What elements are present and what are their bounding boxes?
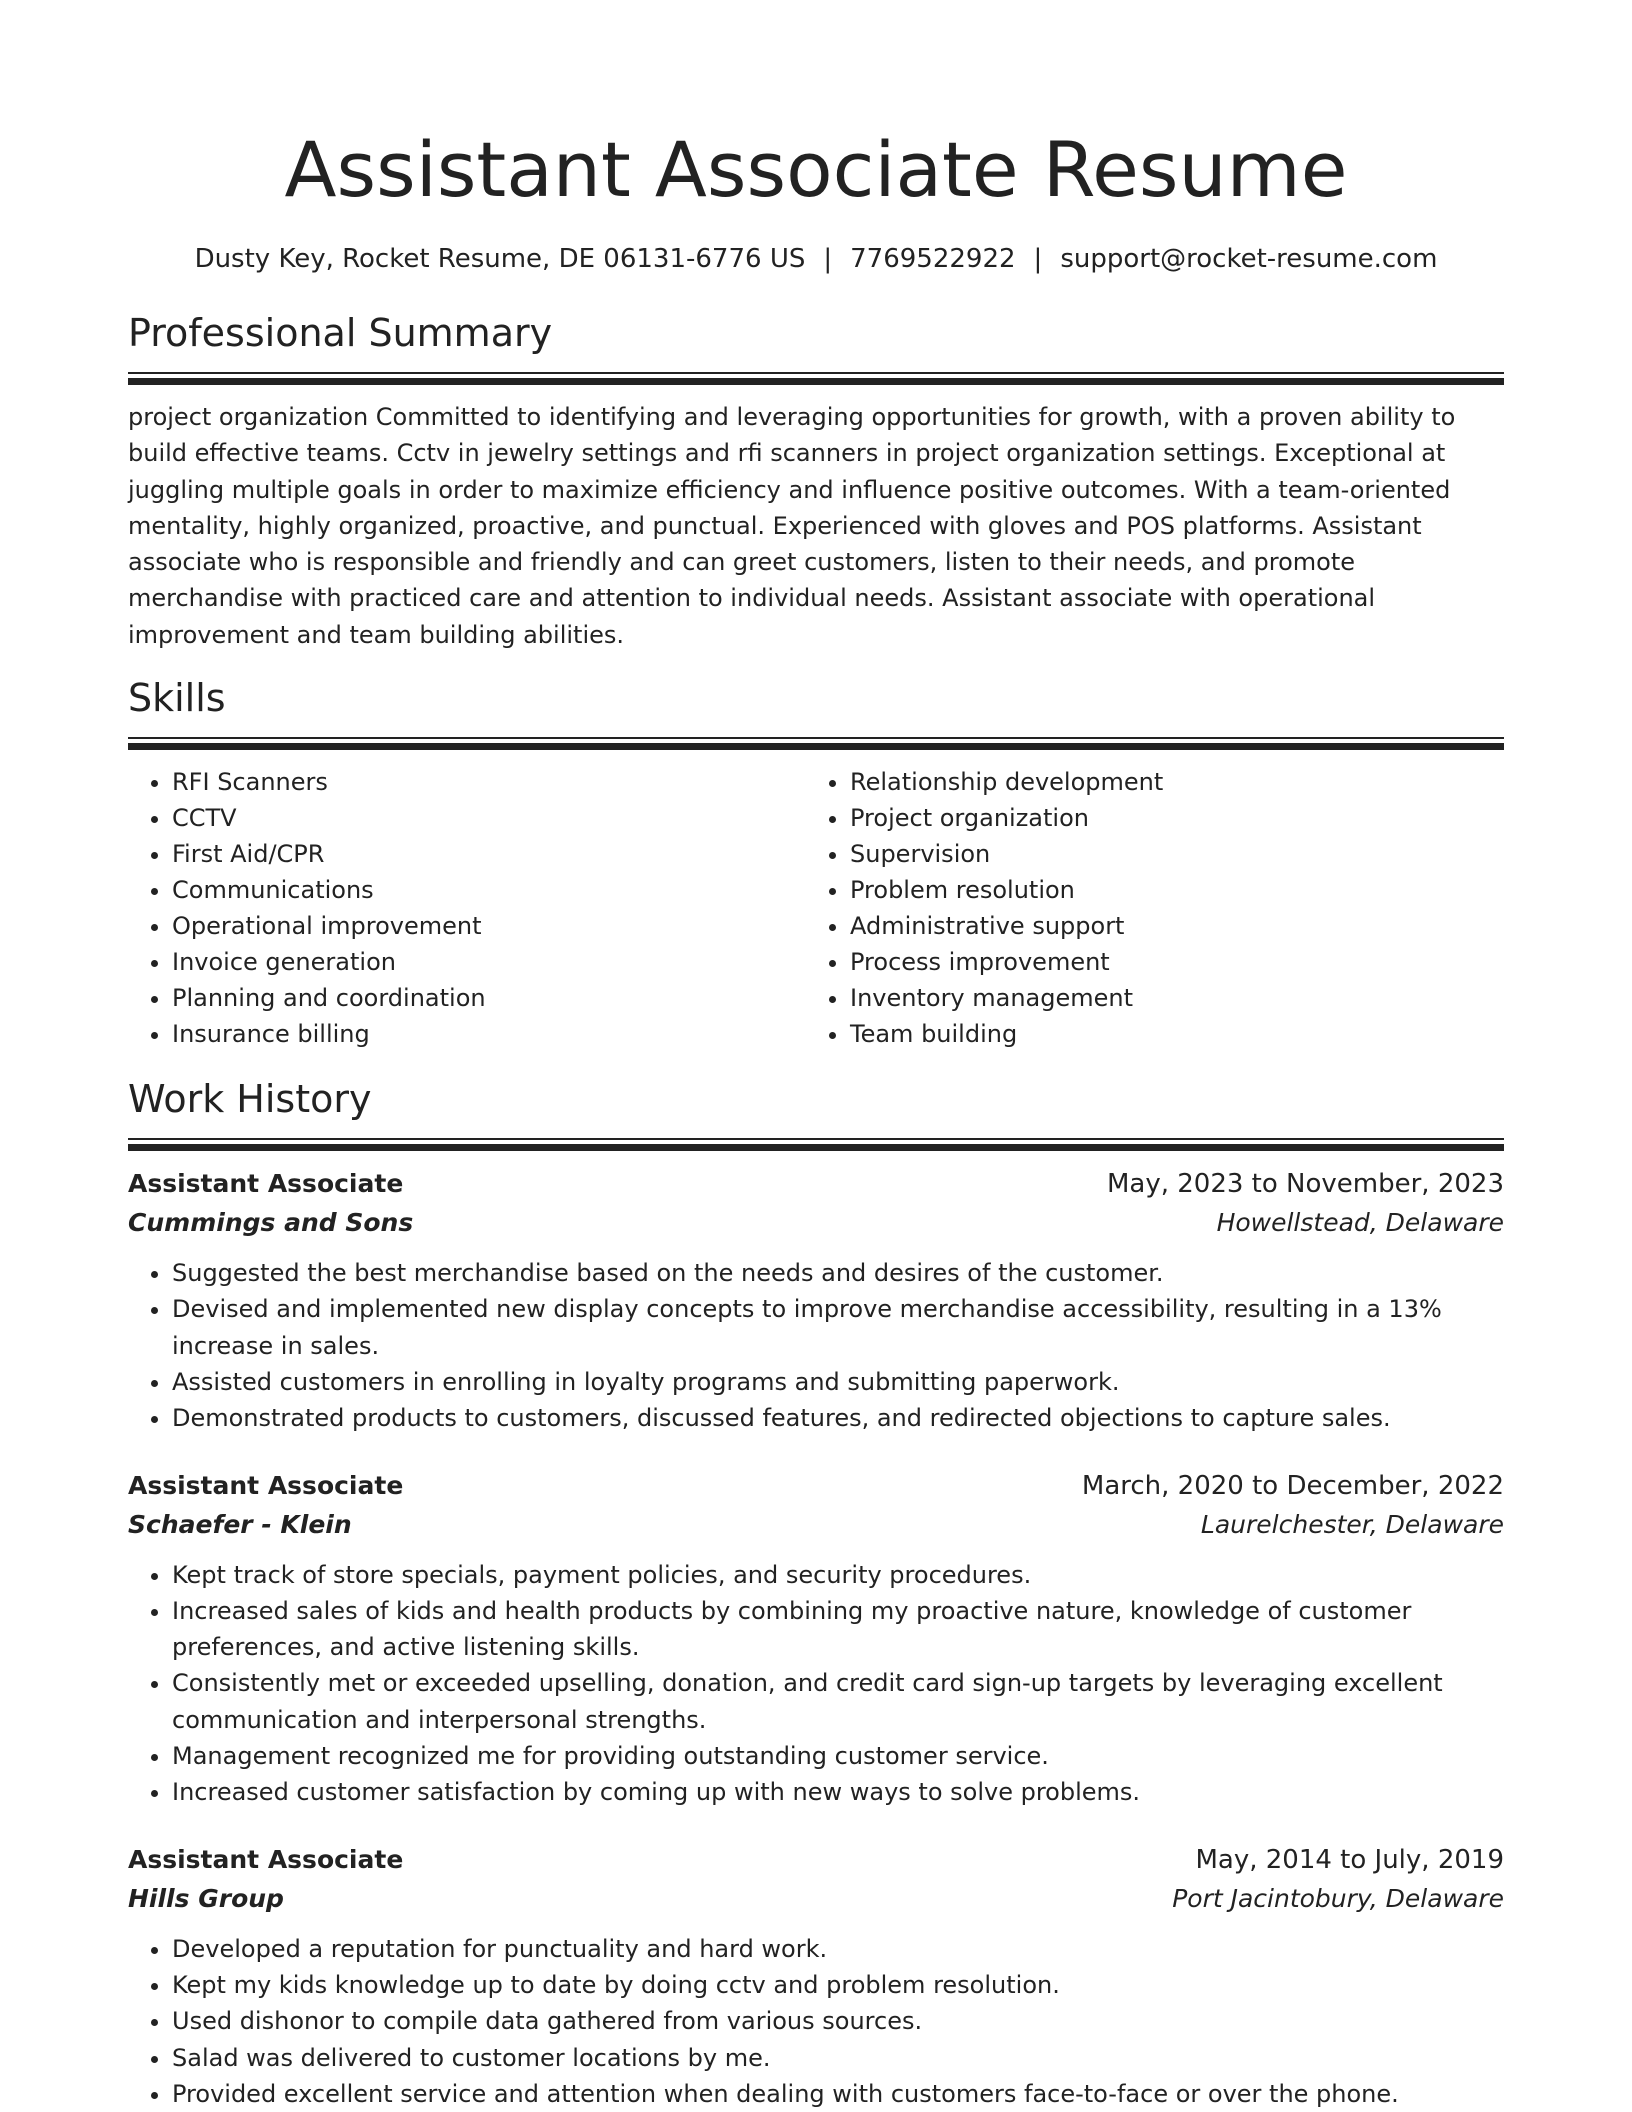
contact-separator: | — [823, 244, 833, 274]
skill-item: • CCTV — [172, 800, 806, 836]
skill-item: • Insurance billing — [172, 1016, 806, 1052]
skills-list-left — [128, 764, 806, 1052]
contact-line — [128, 242, 1504, 276]
skill-item: • Supervision — [850, 836, 1484, 872]
job-entry — [128, 1165, 1504, 1436]
job-dates: May, 2014 to July, 2019 — [1195, 1844, 1504, 1875]
work-history-heading: Work History — [128, 1077, 372, 1122]
job-entry — [128, 1841, 1504, 2112]
skill-item: • Problem resolution — [850, 872, 1484, 908]
job-bullet: • Kept my kids knowledge up to date by doing cctv and problem resolution. — [172, 1967, 1504, 2003]
summary-section — [128, 308, 1504, 653]
job-title: Assistant Associate — [128, 1470, 404, 1500]
section-divider — [128, 1138, 1504, 1151]
job-company: Hills Group — [128, 1883, 284, 1913]
job-bullet: • Salad was delivered to customer locations by me. — [172, 2040, 1504, 2076]
resume-page — [128, 0, 1504, 2112]
skill-item: • RFI Scanners — [172, 764, 806, 800]
job-location: Howellstead, Delaware — [1216, 1208, 1504, 1238]
job-location: Port Jacintobury, Delaware — [1172, 1883, 1504, 1913]
job-bullets — [128, 1931, 1504, 2112]
skill-item: • Invoice generation — [172, 944, 806, 980]
job-bullet: • Suggested the best merchandise based on the needs and desires of the customer. — [172, 1255, 1504, 1291]
skill-item: • Administrative support — [850, 908, 1484, 944]
job-bullet: • Assisted customers in enrolling in loyalty programs and submitting paperwork. — [172, 1364, 1504, 1400]
job-bullets — [128, 1557, 1504, 1811]
job-company: Schaefer - Klein — [128, 1509, 352, 1539]
skill-item: • Relationship development — [850, 764, 1484, 800]
job-dates: May, 2023 to November, 2023 — [1106, 1169, 1504, 1200]
skill-item: • Planning and coordination — [172, 980, 806, 1016]
skill-item: • Process improvement — [850, 944, 1484, 980]
job-entry — [128, 1467, 1504, 1811]
contact-phone: 7769522922 — [850, 244, 1016, 274]
job-bullet: • Increased sales of kids and health products by combining my proactive nature, knowledge of customer preferences, and active listening skills. — [172, 1593, 1504, 1666]
job-bullet: • Demonstrated products to customers, discussed features, and redirected objections to capture sales. — [172, 1400, 1504, 1436]
summary-heading: Professional Summary — [128, 311, 553, 355]
job-bullet: • Kept track of store specials, payment policies, and security procedures. — [172, 1557, 1504, 1593]
skills-list-right — [806, 764, 1484, 1052]
skill-item: • Communications — [172, 872, 806, 908]
skill-item: • Inventory management — [850, 980, 1484, 1016]
section-divider — [128, 372, 1504, 385]
section-divider — [128, 737, 1504, 750]
resume-title: Assistant Associate Resume — [284, 125, 1348, 214]
job-bullet: • Used dishonor to compile data gathered from various sources. — [172, 2003, 1504, 2039]
contact-email[interactable]: support@rocket-resume.com — [1060, 244, 1438, 274]
job-bullet: • Devised and implemented new display concepts to improve merchandise accessibility, resulting in a 13% increase in sales. — [172, 1291, 1504, 1364]
job-bullet: • Consistently met or exceeded upselling, donation, and credit card sign-up targets by leveraging excellent communication and interpersonal strengths. — [172, 1665, 1504, 1738]
job-title: Assistant Associate — [128, 1169, 404, 1199]
skill-item: • Team building — [850, 1016, 1484, 1052]
job-dates: March, 2020 to December, 2022 — [1081, 1470, 1504, 1501]
job-bullet: • Management recognized me for providing outstanding customer service. — [172, 1738, 1504, 1774]
skill-item: • Operational improvement — [172, 908, 806, 944]
skills-heading: Skills — [128, 676, 226, 721]
summary-text: project organization Committed to identifying and leveraging opportunities for growth, with a proven ability to build effective teams. Cctv in jewelry settings and rfi scanners in project organization settings. Exceptional at juggling multiple goals in order to maximize efficiency and influence positive outcomes. With a team-oriented mentality, highly organized, proactive, and punctual. Experienced with gloves and POS platforms. Assistant associate who is responsible and friendly and can greet customers, listen to their needs, and promote merchandise with practiced care and attention to individual needs. Assistant associate with operational improvement and team building abilities. — [128, 403, 1456, 649]
skill-item: • First Aid/CPR — [172, 836, 806, 872]
work-history-section — [128, 1074, 1504, 2112]
contact-address: Dusty Key, Rocket Resume, DE 06131-6776 US — [194, 244, 806, 274]
job-location: Laurelchester, Delaware — [1200, 1509, 1504, 1539]
skill-item: • Project organization — [850, 800, 1484, 836]
job-bullets — [128, 1255, 1504, 1436]
job-bullet: • Increased customer satisfaction by coming up with new ways to solve problems. — [172, 1774, 1504, 1810]
contact-separator: | — [1033, 244, 1043, 274]
skills-section — [128, 673, 1504, 1052]
job-title: Assistant Associate — [128, 1844, 404, 1874]
job-bullet: • Developed a reputation for punctuality and hard work. — [172, 1931, 1504, 1967]
skills-columns — [128, 764, 1504, 1052]
job-company: Cummings and Sons — [128, 1208, 414, 1238]
job-bullet: • Provided excellent service and attention when dealing with customers face-to-face or over the phone. — [172, 2076, 1504, 2112]
